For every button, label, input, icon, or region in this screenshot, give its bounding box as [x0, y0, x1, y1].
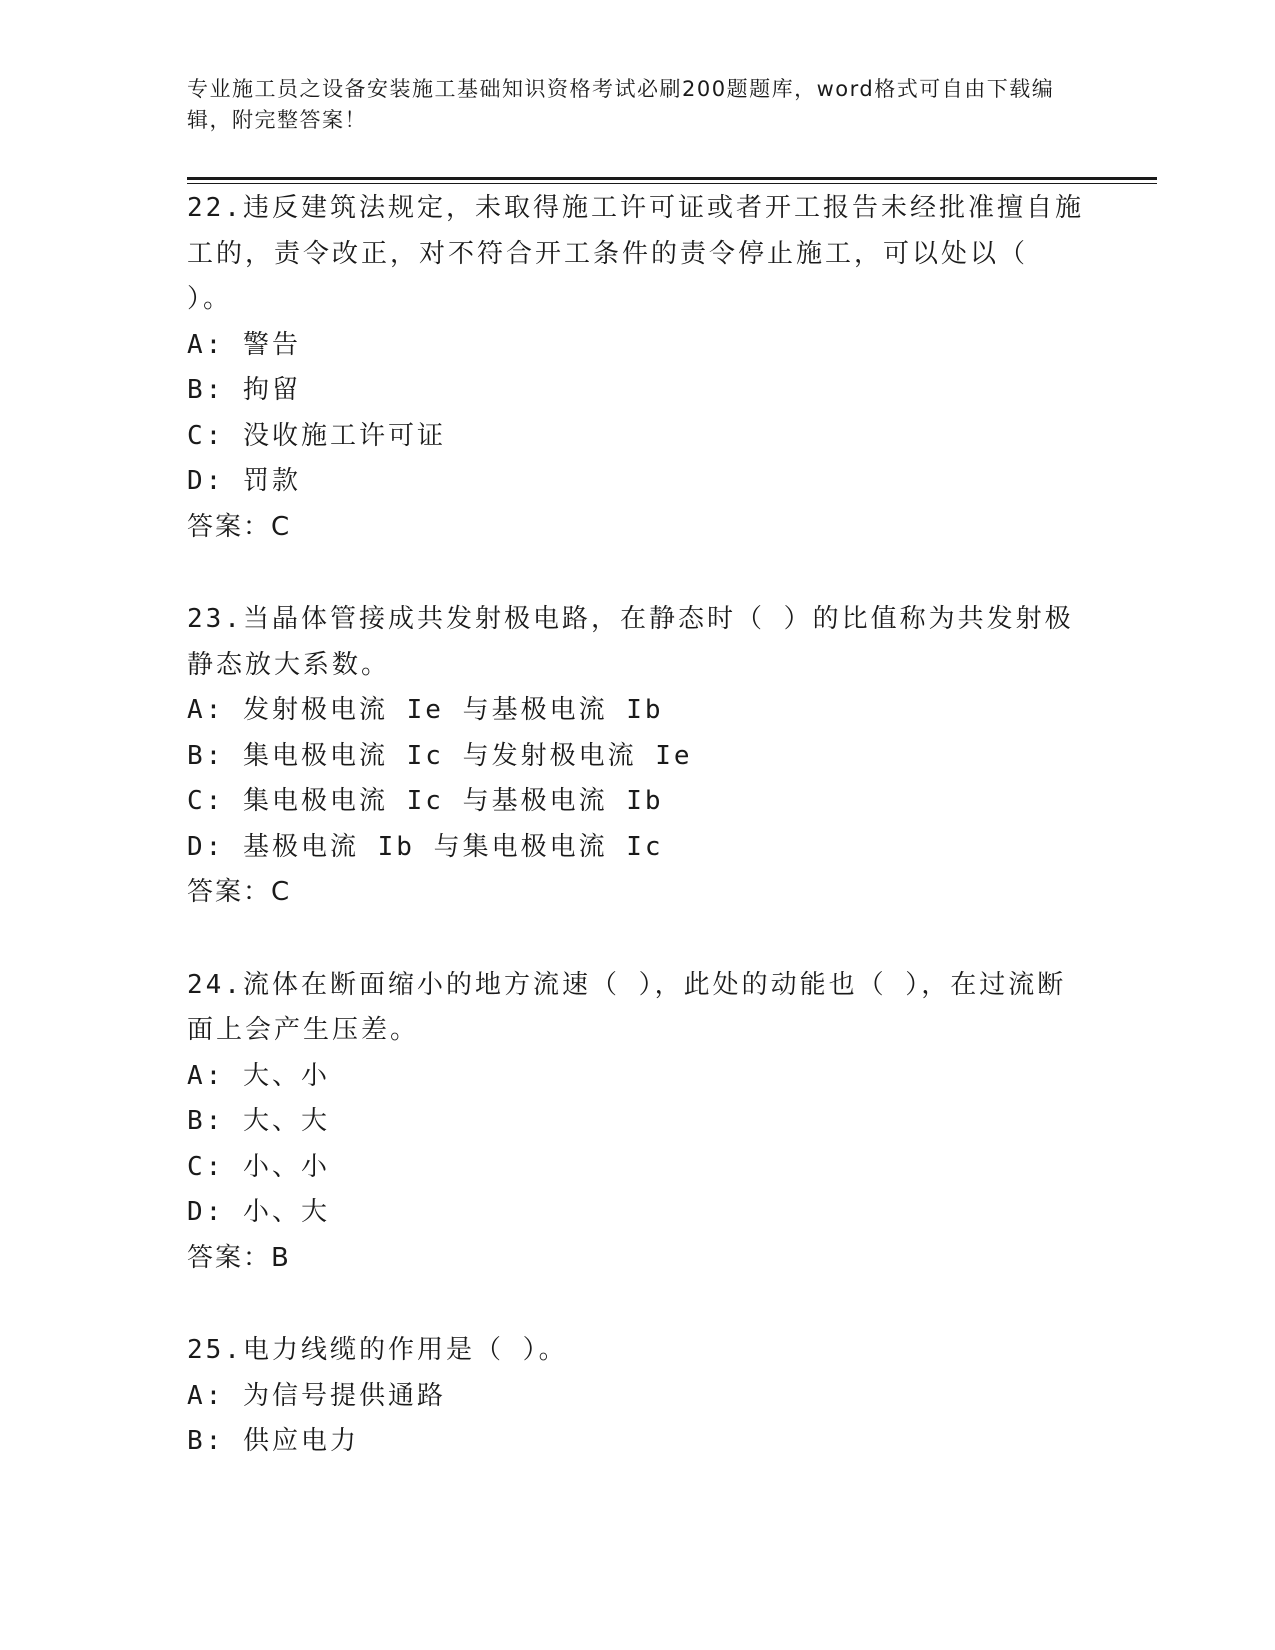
option-d: D: 基极电流 Ib 与集电极电流 Ic [187, 831, 664, 862]
question-stem: 25.电力线缆的作用是（ ）。 [187, 1335, 568, 1365]
question-list [187, 186, 1087, 1465]
answer-label: 答案：C [187, 511, 292, 542]
option-a: A: 为信号提供通路 [187, 1380, 446, 1411]
option-d: D: 小、大 [187, 1197, 330, 1227]
question-25 [187, 1328, 1087, 1465]
question-24 [187, 963, 1087, 1282]
option-a: A: 大、小 [187, 1060, 330, 1091]
question-stem: 23.当晶体管接成共发射极电路，在静态时（ ）的比值称为共发射极静态放大系数。 [187, 604, 1074, 680]
answer-label: 答案：C [187, 877, 292, 907]
option-b: B: 供应电力 [187, 1426, 359, 1456]
option-a: A: 发射极电流 Ie 与基极电流 Ib [187, 695, 664, 725]
document-header: 专业施工员之设备安装施工基础知识资格考试必刷200题题库，word格式可自由下载编辑，附完整答案！ [187, 77, 1055, 132]
header-divider-thin [187, 183, 1157, 184]
option-a: A: 警告 [187, 329, 301, 360]
question-23 [187, 597, 1087, 916]
question-22 [187, 186, 1087, 550]
question-stem: 22.违反建筑法规定，未取得施工许可证或者开工报告未经批准擅自施工的，责令改正，对不符合开工条件的责令停止施工，可以处以（ ）。 [187, 193, 1084, 314]
question-stem: 24.流体在断面缩小的地方流速（ ），此处的动能也（ ），在过流断面上会产生压差。 [187, 969, 1067, 1045]
option-b: B: 拘留 [187, 375, 301, 405]
option-b: B: 大、大 [187, 1106, 330, 1136]
option-c: C: 集电极电流 Ic 与基极电流 Ib [187, 786, 664, 816]
option-d: D: 罚款 [187, 466, 301, 496]
option-b: B: 集电极电流 Ic 与发射极电流 Ie [187, 740, 693, 771]
answer-label: 答案：B [187, 1242, 291, 1273]
option-c: C: 没收施工许可证 [187, 420, 446, 451]
header-divider-thick [187, 177, 1157, 180]
option-c: C: 小、小 [187, 1151, 330, 1182]
